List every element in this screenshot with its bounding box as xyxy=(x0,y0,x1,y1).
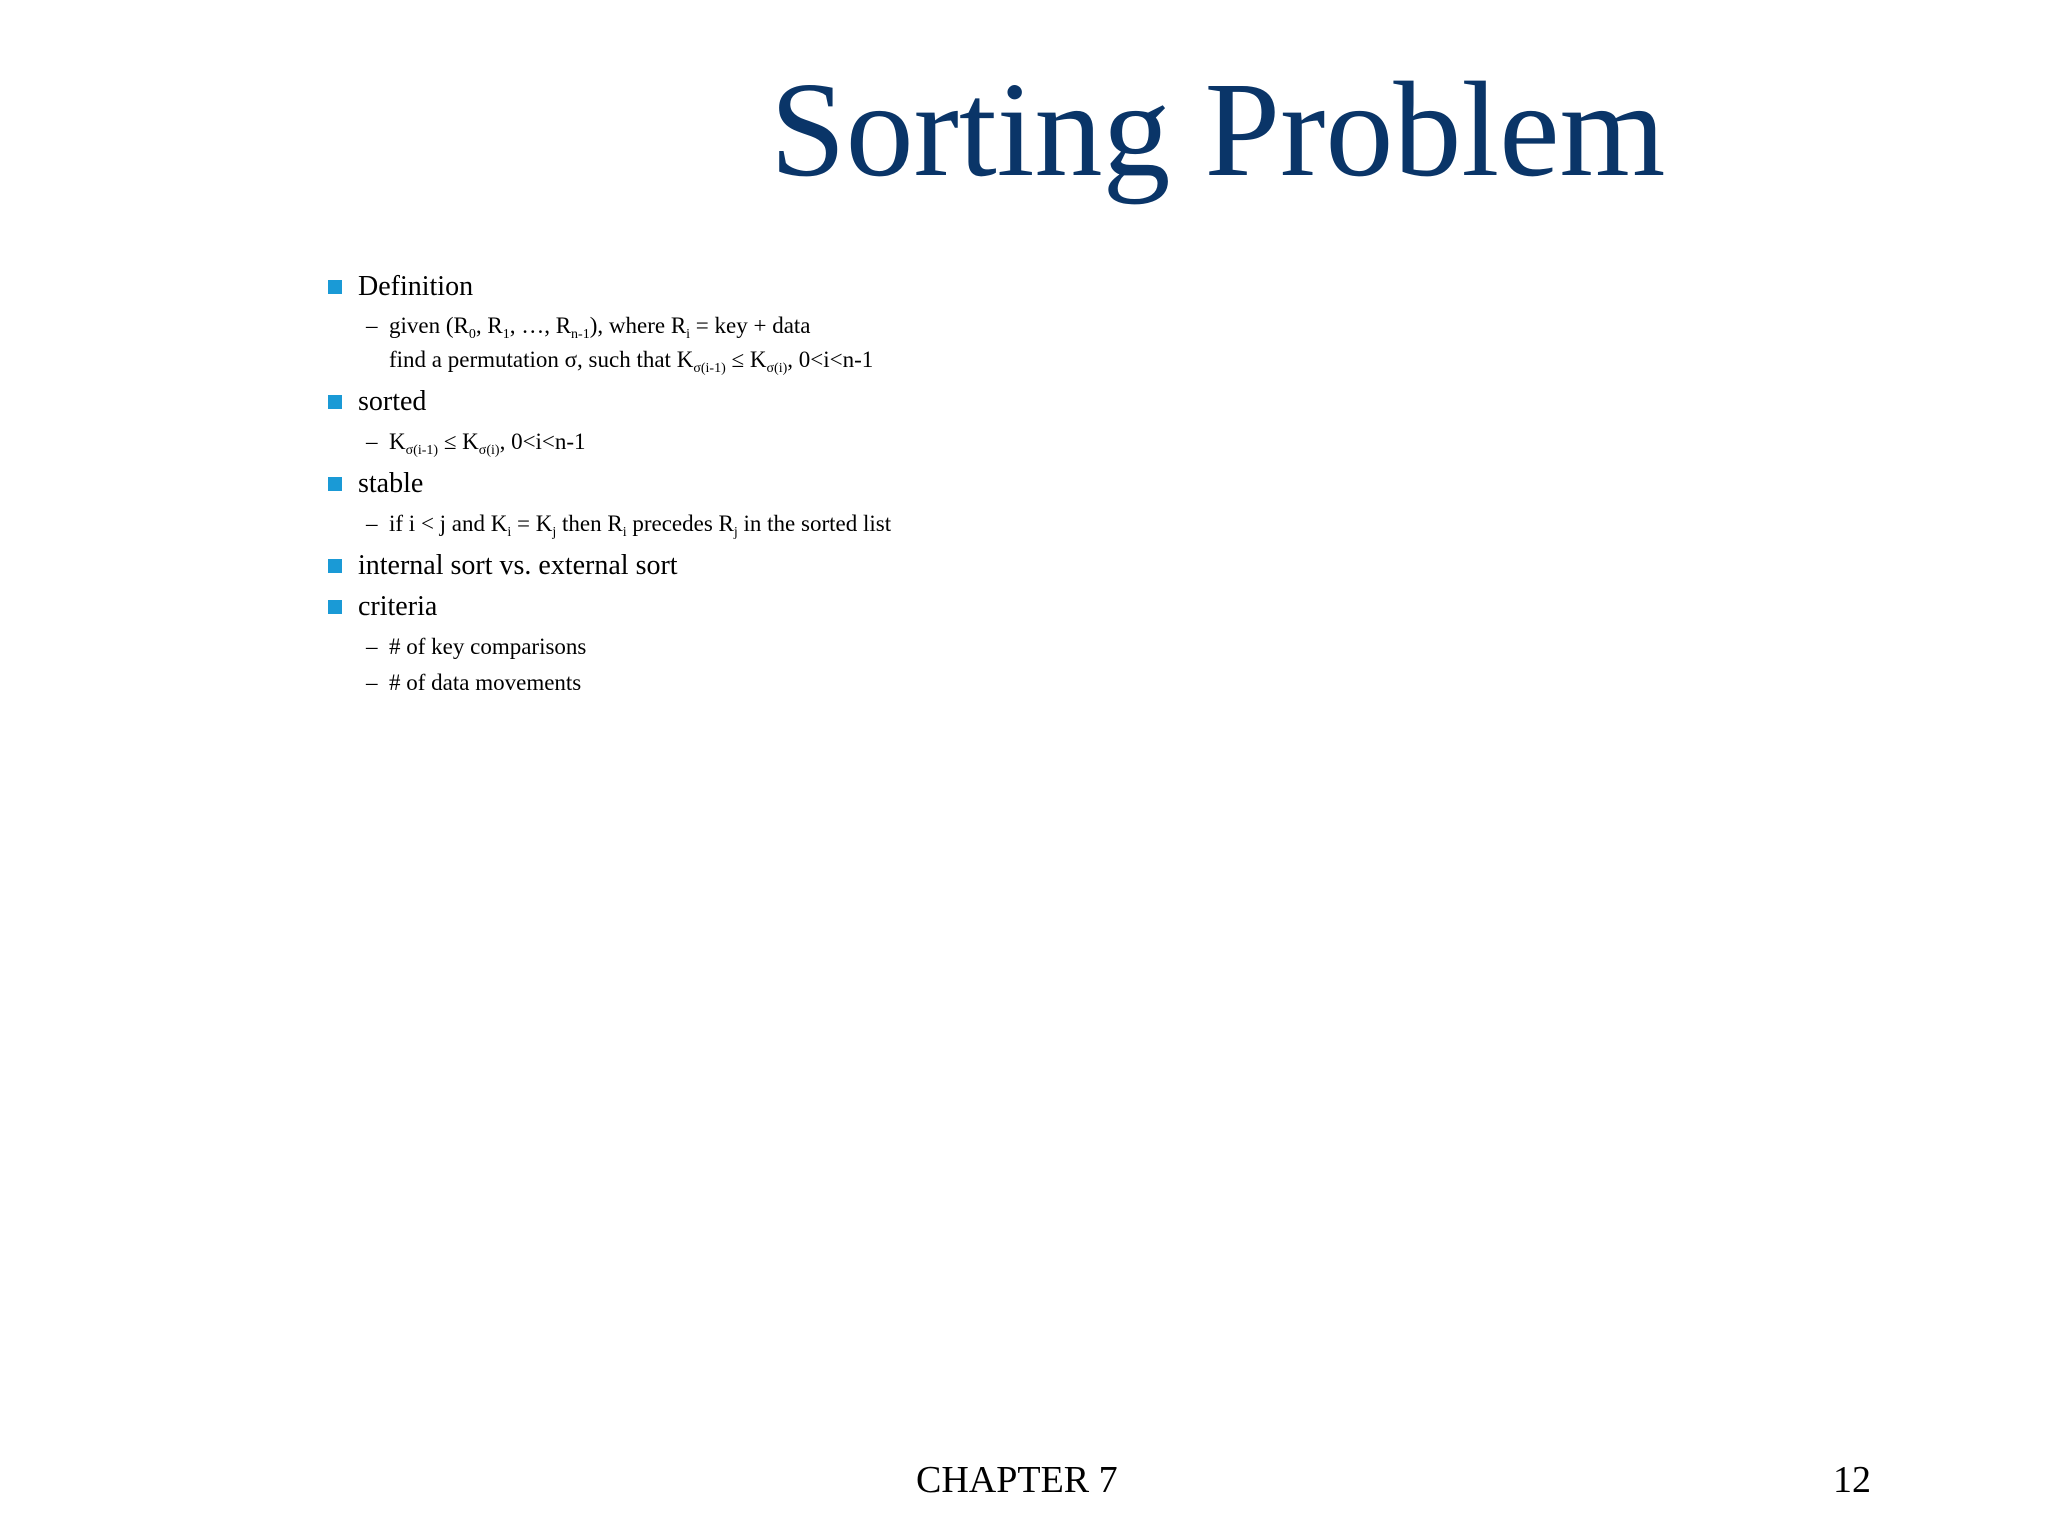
square-bullet-icon xyxy=(328,600,342,614)
sub-item-text: given ($R_0$, $R_1$, …, $R_{n-1}$), where $R_i$ = key + data xyxy=(389,313,811,342)
bullet-label: criteria xyxy=(358,591,438,622)
dash-marker: – xyxy=(366,670,378,695)
bullet-label: Definition xyxy=(358,271,474,302)
dash-marker: – xyxy=(366,634,378,659)
dash-marker: – xyxy=(366,429,378,454)
bullet-label: stable xyxy=(358,468,424,499)
slide-title: Sorting Problem xyxy=(770,55,1666,205)
sub-item-text: # of key comparisons xyxy=(389,634,587,659)
square-bullet-icon xyxy=(328,477,342,491)
bullet-label: sorted xyxy=(358,386,427,417)
dash-marker: – xyxy=(366,511,378,536)
bullet-label: internal sort vs. external sort xyxy=(358,550,678,581)
dash-marker: – xyxy=(366,313,378,338)
footer-chapter: CHAPTER 7 xyxy=(916,1459,1118,1501)
page-number: 12 xyxy=(1833,1459,1871,1501)
sub-item-text: # of data movements xyxy=(389,670,582,695)
sub-item-text: $K_{\sigma(i-1)} \le K_{\sigma(i)}$, 0<i<n-1 xyxy=(389,429,586,458)
square-bullet-icon xyxy=(328,559,342,573)
square-bullet-icon xyxy=(328,395,342,409)
sub-item-text: find a permutation σ, such that $K_{\sigma(i-1)} \le K_{\sigma(i)}$, 0<i<n-1 xyxy=(389,347,874,376)
sub-item-text: if i < j and $K_i = K_j$ then $R_i$ precedes $R_j$ in the sorted list xyxy=(389,511,892,540)
square-bullet-icon xyxy=(328,280,342,294)
